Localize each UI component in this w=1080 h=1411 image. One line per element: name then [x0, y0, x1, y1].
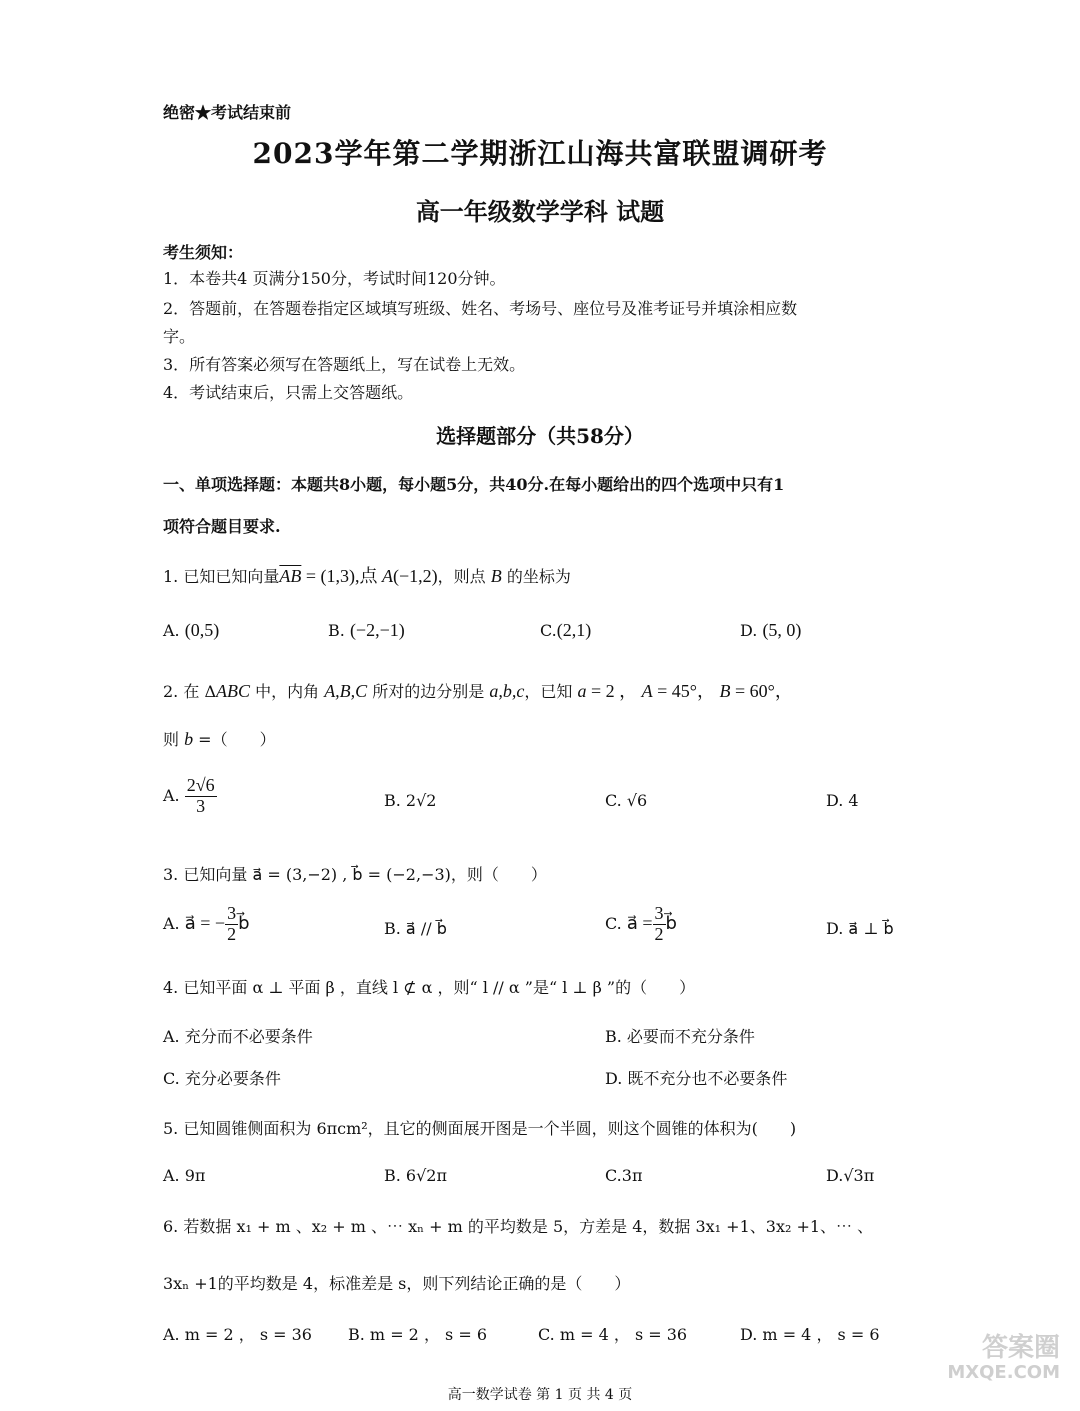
option-label: A. — [163, 785, 180, 805]
q6-option-b[interactable]: B. m = 2 ， s = 6 — [348, 1325, 488, 1344]
watermark — [947, 1334, 1060, 1382]
q2-math: A,B,C — [324, 681, 368, 701]
q4-option-c[interactable]: C. 充分必要条件 — [163, 1069, 281, 1088]
q2-text: 所对的边分别是 — [367, 682, 490, 701]
q2-math: a — [577, 681, 587, 701]
q2-text: 中，内角 — [250, 682, 325, 701]
fraction-denominator: 3 — [196, 795, 206, 816]
question-2-stem-cont — [163, 727, 276, 750]
option-value: (0,5) — [184, 620, 220, 640]
option-value: (2,1) — [556, 620, 592, 640]
page-footer: 高一数学试卷 第 1 页 共 4 页 — [447, 1387, 633, 1403]
q6-option-d[interactable]: D. m = 4 ， s = 6 — [740, 1325, 880, 1344]
q3-option-b[interactable]: B. a⃗ // b⃗ — [384, 919, 447, 938]
q3-option-c-fraction — [653, 904, 666, 945]
question-5-stem: 5. 已知圆锥侧面积为 6πcm²，且它的侧面展开图是一个半圆，则这个圆锥的体积为( ) — [163, 1119, 797, 1138]
question-6-stem-cont: 3xₙ +1的平均数是 4，标准差是 s，则下列结论正确的是（ ） — [163, 1274, 631, 1293]
watermark-line: 答案圈 — [981, 1333, 1060, 1363]
q1-text: (−1,2) — [393, 566, 438, 586]
question-1-stem — [163, 562, 571, 588]
question-4-stem: 4. 已知平面 α ⊥ 平面 β ，直线 l ⊄ α ，则“ l // α ”是“ l ⊥ β ”的（ ） — [163, 978, 696, 997]
option-label: A. — [163, 621, 180, 640]
question-6-stem: 6. 若数据 x₁ + m 、x₂ + m 、⋯ xₙ + m 的平均数是 5，方差是 4，数据 3x₁ +1、3x₂ +1、⋯ 、 — [163, 1217, 874, 1236]
notice-item: 字。 — [163, 327, 196, 346]
q2-text: 则 — [163, 730, 185, 749]
q2-math: b — [184, 729, 194, 749]
question-3-stem: 3. 已知向量 a⃗ = (3,−2) , b⃗ = (−2,−3)，则（ ） — [163, 865, 547, 884]
q2-math: = 45°， — [652, 681, 720, 701]
option-label: B. — [328, 621, 345, 640]
fraction-numerator: 3 — [227, 903, 237, 923]
q3-option-a-fraction — [225, 904, 238, 945]
q1-text: ，则点 — [437, 567, 491, 586]
q5-option-d[interactable]: D.√3π — [826, 1166, 875, 1185]
q4-option-b[interactable]: B. 必要而不充分条件 — [605, 1027, 755, 1046]
option-math: b⃗ — [665, 912, 677, 933]
notice-item: 2．答题前，在答题卷指定区域填写班级、姓名、考场号、座位号及准考证号并填涂相应数 — [163, 299, 798, 318]
q1-option-a[interactable] — [163, 620, 219, 641]
q2-math: A — [641, 681, 653, 701]
option-label: C. — [605, 913, 622, 933]
option-math: a⃗ = − — [184, 912, 226, 933]
option-label: C. — [540, 621, 557, 640]
watermark-line: MXQE.COM — [947, 1361, 1060, 1383]
q1-option-c[interactable] — [540, 620, 591, 641]
q1-text: 1. 已知已知向量 — [163, 567, 280, 586]
part-one-instructions-cont: 项符合题目要求. — [163, 517, 281, 536]
part-one-instructions: 一、单项选择题：本题共8小题，每小题5分，共40分.在每小题给出的四个选项中只有1 — [163, 475, 785, 494]
option-value: (5, 0) — [762, 620, 802, 640]
q2-text: =（ ） — [193, 730, 276, 749]
q2-text: ，已知 — [524, 682, 578, 701]
q3-option-c[interactable] — [605, 904, 677, 945]
q1-point-b: B — [490, 566, 502, 586]
q5-option-b[interactable]: B. 6√2π — [384, 1166, 447, 1185]
q1-point-a: A — [382, 566, 393, 586]
option-label: A. — [163, 913, 180, 933]
q1-text: = (1,3),点 — [301, 566, 382, 586]
option-value: (−2,−1) — [349, 620, 405, 640]
fraction-numerator: 2√6 — [186, 775, 215, 795]
q2-text: 2. 在 Δ — [163, 682, 216, 701]
notice-item: 3．所有答案必须写在答题纸上，写在试卷上无效。 — [163, 355, 526, 374]
q2-option-c[interactable]: C. √6 — [605, 791, 648, 810]
question-2-stem — [163, 677, 793, 703]
notice-item: 4．考试结束后，只需上交答题纸。 — [163, 383, 414, 402]
q1-option-d[interactable] — [740, 620, 801, 641]
notice-item: 1．本卷共4 页满分150分，考试时间120分钟。 — [163, 269, 506, 288]
fraction-denominator: 2 — [654, 923, 664, 944]
q1-vector-ab: $\overline{AB}$ — [279, 566, 302, 586]
fraction-denominator: 2 — [227, 923, 237, 944]
exam-subtitle: 高一年级数学学科 试题 — [415, 197, 665, 226]
q2-math: B — [719, 681, 731, 701]
q2-option-a-fraction — [185, 776, 217, 817]
q6-option-c[interactable]: C. m = 4 ， s = 36 — [538, 1325, 688, 1344]
q6-option-a[interactable]: A. m = 2 ， s = 36 — [163, 1325, 312, 1344]
option-math: a⃗ = — [626, 912, 653, 933]
q1-text: 的坐标为 — [501, 567, 571, 586]
q1-option-b[interactable] — [328, 620, 405, 641]
q2-option-b[interactable]: B. 2√2 — [384, 791, 437, 810]
q3-option-d[interactable]: D. a⃗ ⊥ b⃗ — [826, 919, 894, 938]
q2-option-a[interactable] — [163, 776, 217, 817]
option-math: b⃗ — [238, 912, 250, 933]
q2-math: = 60°， — [730, 681, 793, 701]
notice-heading: 考生须知： — [163, 243, 244, 262]
confidential-label: 绝密★考试结束前 — [163, 103, 292, 122]
q4-option-d[interactable]: D. 既不充分也不必要条件 — [605, 1069, 788, 1088]
fraction-numerator: 3 — [654, 903, 664, 923]
q3-option-a[interactable] — [163, 904, 250, 945]
q2-math: a,b,c — [489, 681, 525, 701]
q4-option-a[interactable]: A. 充分而不必要条件 — [163, 1027, 313, 1046]
exam-title: 2023学年第二学期浙江山海共富联盟调研考 — [252, 137, 828, 170]
section-title: 选择题部分（共58分） — [436, 424, 644, 448]
q2-option-d[interactable]: D. 4 — [826, 791, 859, 810]
q2-math: ABC — [216, 681, 250, 701]
q5-option-c[interactable]: C.3π — [605, 1166, 643, 1185]
option-label: D. — [740, 621, 758, 640]
q2-math: = 2 ， — [586, 681, 642, 701]
q5-option-a[interactable]: A. 9π — [163, 1166, 206, 1185]
